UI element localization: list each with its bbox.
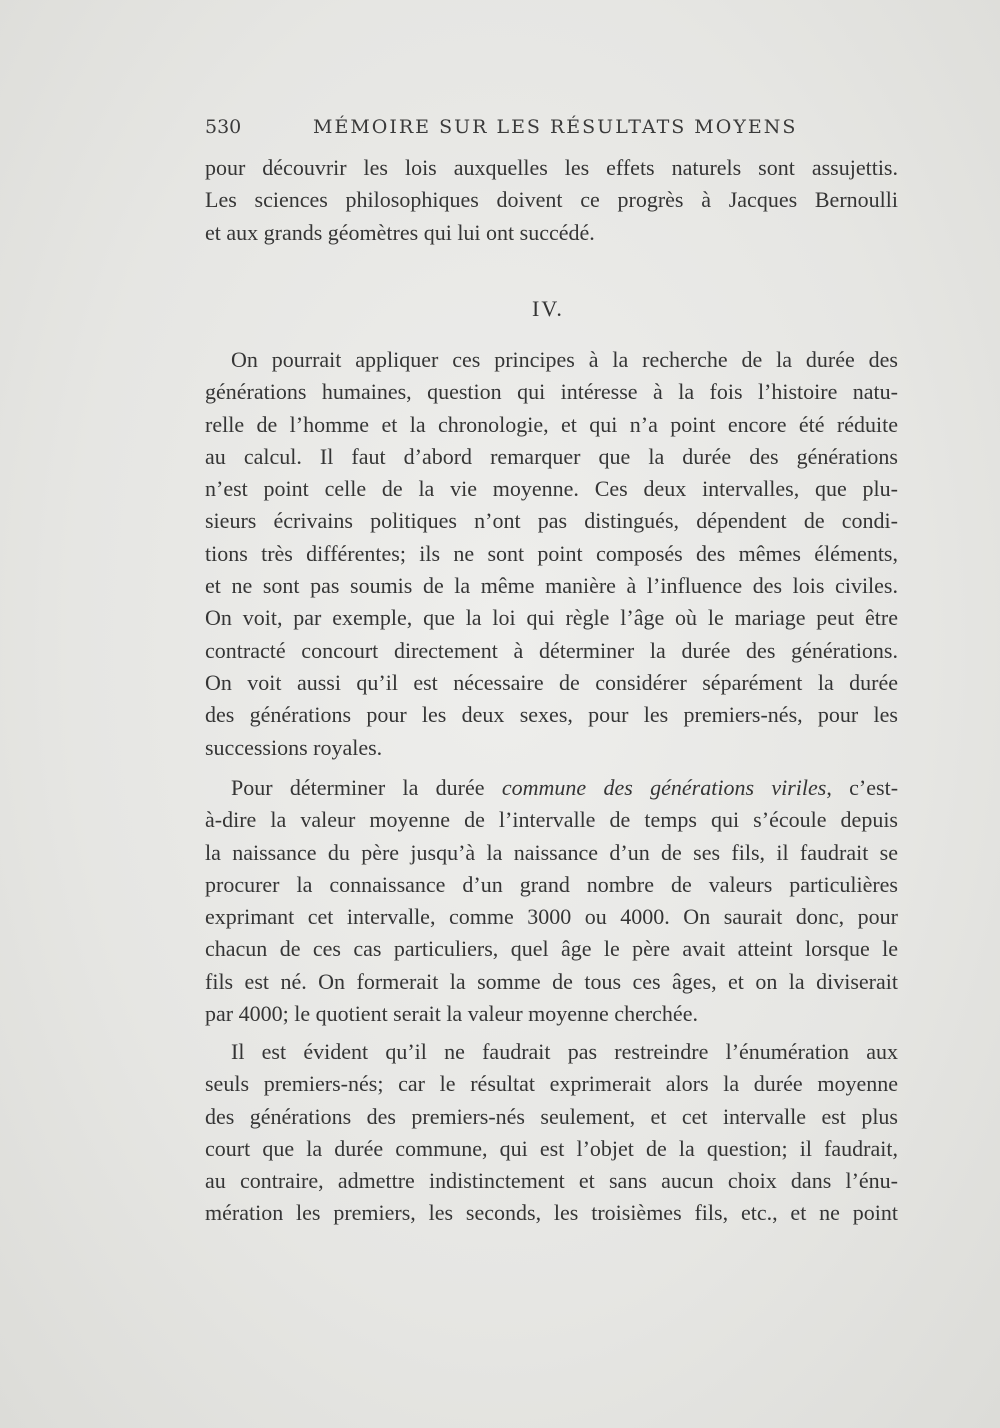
text-line: fils est né. On formerait la somme de tous ces âges, et on la diviserait (205, 968, 898, 994)
text-line: et aux grands géomètres qui lui ont succédé. (205, 219, 595, 245)
text-line: mération les premiers, les seconds, les troisièmes fils, etc., et ne point (205, 1200, 898, 1226)
paragraph-evident (205, 1036, 898, 1230)
text-line: successions royales. (205, 734, 383, 760)
text-line: et ne sont pas soumis de la même manière à l’influence des lois civiles. (205, 573, 898, 599)
page-number: 530 (205, 116, 242, 138)
paragraph-determiner (205, 772, 898, 1030)
text-line: exprimant cet intervalle, comme 3000 ou 4000. On saurait donc, pour (205, 904, 898, 930)
text-line: au contraire, admettre indistinctement et sans aucun choix dans l’énu- (205, 1168, 898, 1194)
text-line: On voit, par exemple, que la loi qui règle l’âge où le mariage peut être (205, 605, 898, 631)
text-line: des générations des premiers-nés seulement, et cet intervalle est plus (205, 1103, 898, 1129)
paragraph-continuation (205, 152, 898, 249)
text-line: Les sciences philosophiques doivent ce progrès à Jacques Bernoulli (205, 187, 898, 213)
text-line (205, 772, 898, 804)
text-line: relle de l’homme et la chronologie, et qui n’a point encore été réduite (205, 411, 898, 437)
text-line: la naissance du père jusqu’à la naissance d’un de ses fils, il faudrait se (205, 839, 898, 865)
text-line: seuls premiers-nés; car le résultat exprimerait alors la durée moyenne (205, 1071, 898, 1097)
section-number: IV. (532, 296, 564, 321)
paragraph-generations (205, 344, 898, 764)
text-line: pour découvrir les lois auxquelles les effets naturels sont assujettis. (205, 155, 898, 180)
text-line: sieurs écrivains politiques n’ont pas distingués, dépendent de condi- (205, 508, 898, 534)
text-line: Il est évident qu’il ne faudrait pas restreindre l’énumération aux (231, 1039, 898, 1064)
text-line: par 4000; le quotient serait la valeur moyenne cherchée. (205, 1001, 698, 1027)
text-fragment: , c’est- (826, 775, 899, 800)
text-line: tions très différentes; ils ne sont point composés des mêmes éléments, (205, 540, 898, 566)
text-line: chacun de ces cas particuliers, quel âge le père avait atteint lorsque le (205, 936, 898, 962)
text-line: court que la durée commune, qui est l’objet de la question; il faudrait, (205, 1135, 898, 1161)
emphasis-text: commune des générations viriles (501, 775, 827, 800)
text-line: procurer la connaissance d’un grand nombre de valeurs particulières (205, 871, 898, 897)
text-line: On pourrait appliquer ces principes à la recherche de la durée des (231, 347, 898, 372)
text-line: au calcul. Il faut d’abord remarquer que la durée des générations (205, 443, 898, 469)
text-line: des générations pour les deux sexes, pour les premiers-nés, pour les (205, 702, 898, 728)
text-line: contracté concourt directement à déterminer la durée des générations. (205, 637, 898, 663)
text-line: On voit aussi qu’il est nécessaire de considérer séparément la durée (205, 669, 898, 695)
text-line: n’est point celle de la vie moyenne. Ces deux intervalles, que plu- (205, 476, 898, 502)
text-line: à-dire la valeur moyenne de l’intervalle de temps qui s’écoule depuis (205, 807, 898, 833)
text-line: générations humaines, question qui intéresse à la fois l’histoire natu- (205, 379, 898, 405)
text-fragment: Pour déterminer la durée (231, 775, 485, 800)
section-heading (0, 296, 1000, 322)
running-title: MÉMOIRE SUR LES RÉSULTATS MOYENS (313, 116, 798, 138)
